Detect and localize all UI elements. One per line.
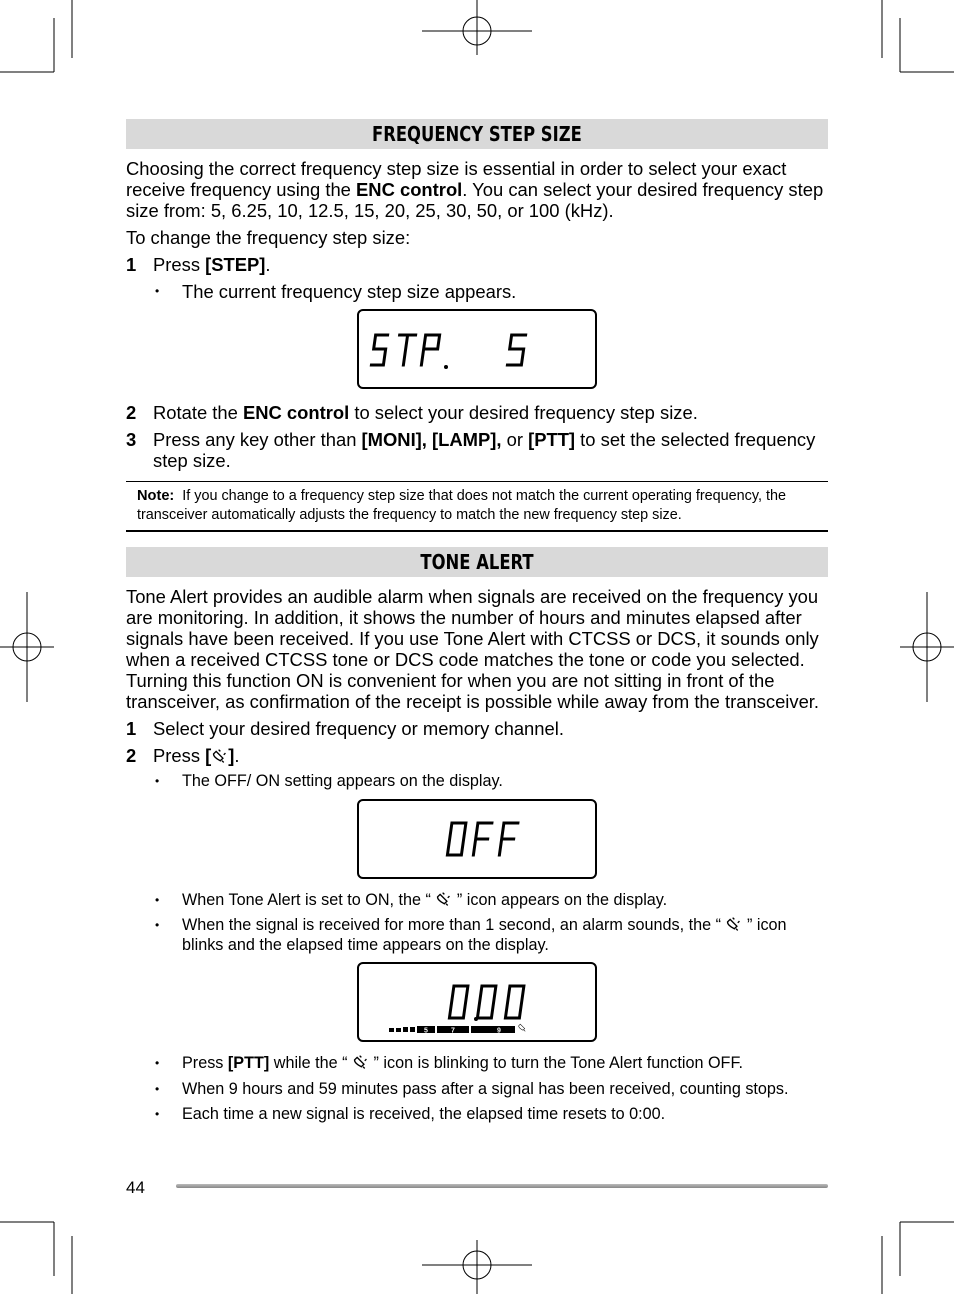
bullet-dot: • [155, 918, 160, 932]
bullet-dot: • [155, 1081, 160, 1096]
page-number: 44 [126, 1178, 145, 1197]
section-header-tone-alert [126, 547, 828, 577]
lead-text: To change the frequency step size: [126, 227, 411, 248]
bell-icon [725, 916, 742, 933]
bullet-item: • Press [PTT] while the “ ” icon is blinking to turn the Tone Alert function OFF. [155, 1054, 744, 1072]
intro-paragraph: Choosing the correct frequency step size is essential in order to select your exact receive frequency using the ENC control. You can select your desired frequency step size from: 5, 6.25, 10, 12.5, 15, 20, 25, 30, 50, or 100 (kHz). [126, 158, 824, 221]
meter-label-5: 5 [424, 1027, 428, 1035]
page-content [126, 119, 828, 1125]
bullet-dot: • [155, 892, 160, 907]
bullet-item: • When the signal is received for more than 1 second, an alarm sounds, the “ ” icon blinks and the elapsed time appears on the display. [155, 916, 787, 954]
step-3: 3 Press any key other than [MONI], [LAMP], or [PTT] to set the selected frequency step size. [126, 429, 816, 471]
bell-icon [211, 748, 228, 765]
bullet-item: • The OFF/ ON setting appears on the display. [155, 772, 503, 790]
lcd-display-step [357, 309, 597, 389]
step-1: 1 Select your desired frequency or memory channel. [126, 718, 564, 739]
lcd-segments [359, 964, 595, 1040]
bullet-item: • When Tone Alert is set to ON, the “ ” icon appears on the display. [155, 890, 668, 909]
footer-rule [176, 1184, 828, 1188]
note-box: Note: If you change to a frequency step size that does not match the current operating frequency, the transceiver automatically adjusts the frequency to match the new frequency step size. [126, 481, 828, 532]
section-title: TONE ALERT [420, 550, 534, 574]
lcd-segments [359, 801, 595, 877]
bullet-dot: • [155, 774, 160, 788]
bullet-dot: • [155, 1056, 160, 1070]
section-title: FREQUENCY STEP SIZE [372, 122, 582, 146]
lcd-display-off [357, 799, 597, 879]
bullet-item: • When 9 hours and 59 minutes pass after a signal has been received, counting stops. [155, 1079, 789, 1098]
step-1: 1 Press [STEP]. [126, 254, 271, 275]
section-header-frequency-step-size [126, 119, 828, 149]
intro-paragraph: Tone Alert provides an audible alarm when signals are received on the frequency you are monitoring. In addition, it shows the number of hours and minutes elapsed after signals have been received. If you use Tone Alert with CTCSS or DCS, it sounds only when a received CTCSS tone or DCS code matches the tone or code you selected. Turning this function ON is convenient for when you are not sitting in front of the transceiver, as confirmation of the receipt is possible while away from the transceiver. [126, 586, 820, 712]
step-2: 2 Rotate the ENC control to select your desired frequency step size. [126, 402, 698, 423]
bell-icon [519, 1024, 526, 1031]
page-footer [126, 1177, 828, 1199]
lcd-display-elapsed-time [357, 962, 597, 1042]
meter-label-9: 9 [497, 1027, 501, 1035]
bullet-dot: • [155, 1107, 160, 1121]
bell-icon [435, 891, 452, 908]
bullet-item: • The current frequency step size appears. [155, 281, 517, 302]
meter-label-7: 7 [451, 1027, 455, 1035]
bullet-item: • Each time a new signal is received, the elapsed time resets to 0:00. [155, 1105, 666, 1123]
bullet-dot: • [155, 284, 160, 298]
step-2: 2 Press [ ]. [126, 745, 240, 766]
bell-icon [352, 1054, 369, 1071]
lcd-segments [359, 311, 595, 387]
